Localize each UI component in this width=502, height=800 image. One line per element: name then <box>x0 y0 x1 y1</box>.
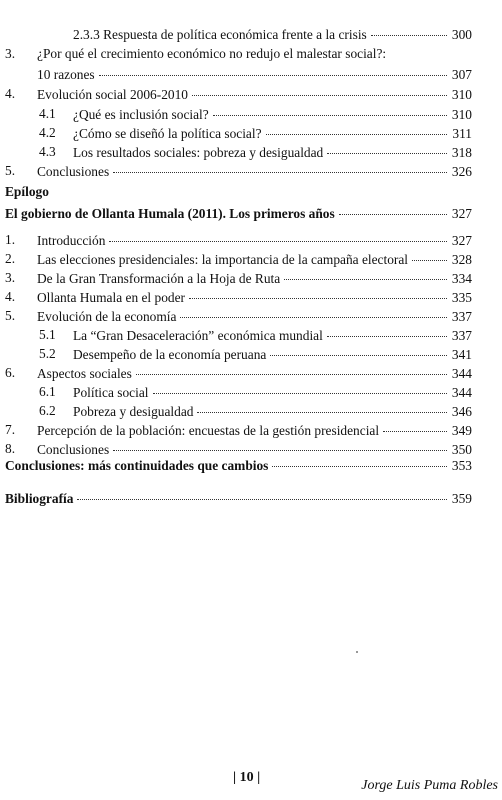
page-number: 334 <box>451 271 472 286</box>
dot-leader <box>99 61 447 76</box>
dot-leader <box>153 379 448 394</box>
toc-title: Pobreza y desigualdad <box>73 404 194 419</box>
toc-title: Percepción de la población: encuestas de la gestión presidencial <box>37 423 380 438</box>
toc-title: ¿Por qué el crecimiento económico no redujo el malestar social?: <box>37 46 387 61</box>
toc-title: Desempeño de la economía peruana <box>73 347 267 362</box>
page-number: 326 <box>451 164 472 179</box>
page-number: 344 <box>451 366 472 381</box>
dot-leader <box>412 246 447 261</box>
dot-leader <box>327 139 447 154</box>
toc-number: 6.1 <box>39 384 56 399</box>
dot-leader <box>339 200 447 215</box>
toc-title: Las elecciones presidenciales: la importancia de la campaña electoral <box>37 252 409 267</box>
page-number: 327 <box>451 233 472 248</box>
page-number: 341 <box>451 347 472 362</box>
dot-leader <box>113 158 447 173</box>
toc-number: 6.2 <box>39 403 56 418</box>
page-number: 318 <box>451 145 472 160</box>
toc-number: 1. <box>5 232 16 247</box>
toc-title: La “Gran Desaceleración” económica mundial <box>73 328 323 343</box>
dot-leader <box>327 322 447 337</box>
toc-number: 3. <box>5 270 16 285</box>
page-number: 346 <box>451 404 472 419</box>
dot-leader <box>113 436 447 451</box>
toc-number: 4. <box>5 86 16 101</box>
dot-leader <box>197 398 447 413</box>
toc-number: 4.2 <box>39 125 56 140</box>
page-number: 311 <box>452 126 472 141</box>
toc-number: 7. <box>5 422 16 437</box>
dot-leader <box>371 21 447 36</box>
scan-speck <box>356 651 358 653</box>
toc-title: 2.3.3 Respuesta de política económica frente a la crisis <box>73 27 367 42</box>
dot-leader <box>77 485 447 500</box>
toc-row[interactable] <box>0 161 502 181</box>
page-number: 307 <box>451 67 472 82</box>
toc-row[interactable] <box>0 24 502 44</box>
epilogo-title-row[interactable] <box>0 203 502 223</box>
bibliografia-row[interactable] <box>0 488 502 508</box>
dot-leader <box>284 265 447 280</box>
epilogo-heading-row <box>0 182 502 202</box>
page-number: 337 <box>451 309 472 324</box>
toc-title: ¿Cómo se diseñó la política social? <box>73 126 262 141</box>
page-number: 335 <box>451 290 472 305</box>
page-number: 300 <box>451 27 472 42</box>
toc-number: 3. <box>5 46 16 61</box>
toc-number: 5. <box>5 308 16 323</box>
dot-leader <box>109 227 447 242</box>
toc-number: 4.3 <box>39 144 56 159</box>
page-number: 310 <box>451 87 472 102</box>
toc-number: 4.1 <box>39 106 56 121</box>
dot-leader <box>270 341 447 356</box>
toc-number: 5.1 <box>39 327 56 342</box>
toc-title: Evolución de la economía <box>37 309 177 324</box>
epilogo-title: El gobierno de Ollanta Humala (2011). Los primeros años <box>5 206 335 221</box>
toc-number: 2. <box>5 251 16 266</box>
toc-number: 5. <box>5 163 16 178</box>
dot-leader <box>189 284 447 299</box>
toc-title: Evolución social 2006-2010 <box>37 87 188 102</box>
toc-title: Introducción <box>37 233 106 248</box>
page-number: 337 <box>451 328 472 343</box>
toc-title: Aspectos sociales <box>37 366 132 381</box>
page-number: 328 <box>451 252 472 267</box>
dot-leader <box>192 81 447 96</box>
toc-title: Política social <box>73 385 149 400</box>
dot-leader <box>383 417 447 432</box>
toc-title: Ollanta Humala en el poder <box>37 290 185 305</box>
dot-leader <box>266 120 447 135</box>
toc-number: 4. <box>5 289 16 304</box>
toc-title: De la Gran Transformación a la Hoja de Ruta <box>37 271 281 286</box>
dot-leader <box>213 101 447 116</box>
toc-number: 6. <box>5 365 16 380</box>
page-number: 344 <box>451 385 472 400</box>
toc-number: 5.2 <box>39 346 56 361</box>
page-folio: | 10 | <box>233 770 261 785</box>
dot-leader <box>180 303 447 318</box>
page-number: 327 <box>451 206 472 221</box>
toc-title: Los resultados sociales: pobreza y desigualdad <box>73 145 324 160</box>
page-number: 350 <box>451 442 472 457</box>
conclusiones-row[interactable] <box>0 455 502 475</box>
toc-title: 10 razones <box>37 67 95 82</box>
toc-title: ¿Qué es inclusión social? <box>73 107 209 122</box>
epilogo-heading: Epílogo <box>5 184 49 199</box>
bibliografia-title: Bibliografía <box>5 491 74 506</box>
toc-title: Conclusiones <box>37 442 110 457</box>
page-number: 359 <box>451 491 472 506</box>
page-number: 349 <box>451 423 472 438</box>
toc-number: 8. <box>5 441 16 456</box>
toc-title: Conclusiones <box>37 164 110 179</box>
dot-leader <box>136 360 447 375</box>
page-number: 310 <box>451 107 472 122</box>
page-number: 353 <box>451 458 472 473</box>
conclusiones-title: Conclusiones: más continuidades que cambios <box>5 458 269 473</box>
dot-leader <box>272 452 447 467</box>
running-author: Jorge Luis Puma Robles <box>361 778 498 793</box>
